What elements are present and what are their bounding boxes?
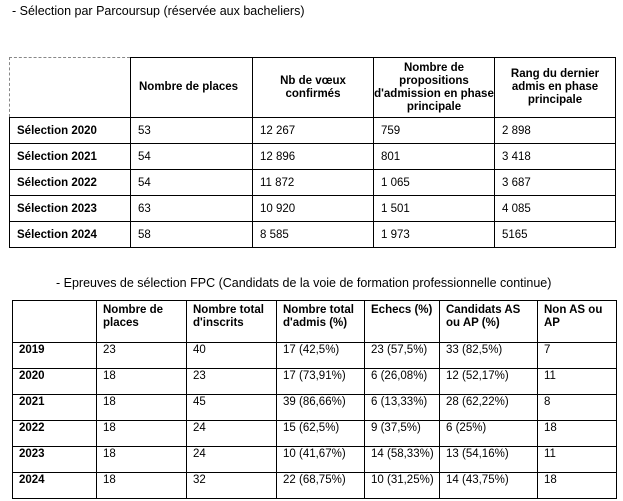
cell: 18	[97, 473, 187, 499]
cell: 6 (25%)	[440, 421, 538, 447]
table-row	[10, 118, 616, 144]
cell: 18	[97, 395, 187, 421]
cell: 40	[187, 343, 277, 369]
cell: 12 896	[253, 144, 374, 170]
cell: 801	[374, 144, 495, 170]
cell: 759	[374, 118, 495, 144]
header-admis: Nombre total d'admis (%)	[277, 301, 365, 343]
cell: 18	[538, 473, 617, 499]
row-label: 2024	[13, 473, 97, 499]
cell: 4 085	[495, 196, 616, 222]
table-header-row	[10, 58, 616, 118]
cell: 3 418	[495, 144, 616, 170]
cell: 54	[131, 144, 253, 170]
header-inscrits: Nombre total d'inscrits	[187, 301, 277, 343]
cell: 33 (82,5%)	[440, 343, 538, 369]
cell: 15 (62,5%)	[277, 421, 365, 447]
table-row	[10, 144, 616, 170]
fpc-table	[12, 300, 617, 499]
cell: 24	[187, 447, 277, 473]
cell: 23	[97, 343, 187, 369]
table-row	[13, 343, 617, 369]
cell: 7	[538, 343, 617, 369]
cell: 18	[97, 421, 187, 447]
cell: 10 (41,67%)	[277, 447, 365, 473]
cell: 9 (37,5%)	[365, 421, 440, 447]
cell: 18	[97, 447, 187, 473]
cell: 45	[187, 395, 277, 421]
cell: 11	[538, 369, 617, 395]
header-places: Nombre de places	[131, 58, 253, 118]
header-non-as-ap: Non AS ou AP	[538, 301, 617, 343]
cell: 53	[131, 118, 253, 144]
cell: 11	[538, 447, 617, 473]
row-label: Sélection 2024	[10, 222, 131, 248]
header-places: Nombre de places	[97, 301, 187, 343]
header-echecs: Echecs (%)	[365, 301, 440, 343]
cell: 28 (62,22%)	[440, 395, 538, 421]
cell: 23 (57,5%)	[365, 343, 440, 369]
table-header-row	[13, 301, 617, 343]
cell: 54	[131, 170, 253, 196]
cell: 17 (42,5%)	[277, 343, 365, 369]
cell: 22 (68,75%)	[277, 473, 365, 499]
corner-cell	[13, 301, 97, 343]
cell: 23	[187, 369, 277, 395]
cell: 1 501	[374, 196, 495, 222]
cell: 14 (58,33%)	[365, 447, 440, 473]
cell: 12 (52,17%)	[440, 369, 538, 395]
cell: 1 065	[374, 170, 495, 196]
cell: 3 687	[495, 170, 616, 196]
cell: 18	[97, 369, 187, 395]
cell: 13 (54,16%)	[440, 447, 538, 473]
cell: 14 (43,75%)	[440, 473, 538, 499]
table-row	[13, 395, 617, 421]
cell: 10 920	[253, 196, 374, 222]
cell: 24	[187, 421, 277, 447]
cell: 58	[131, 222, 253, 248]
fpc-heading: - Epreuves de sélection FPC (Candidats de la voie de formation professionnelle continue)	[56, 276, 552, 290]
row-label: Sélection 2021	[10, 144, 131, 170]
cell: 6 (13,33%)	[365, 395, 440, 421]
cell: 6 (26,08%)	[365, 369, 440, 395]
cell: 1 973	[374, 222, 495, 248]
header-voeux: Nb de vœux confirmés	[253, 58, 374, 118]
row-label: 2022	[13, 421, 97, 447]
header-rang: Rang du dernier admis en phase principale	[495, 58, 616, 118]
row-label: 2019	[13, 343, 97, 369]
table-row	[10, 222, 616, 248]
cell: 12 267	[253, 118, 374, 144]
cell: 32	[187, 473, 277, 499]
row-label: Sélection 2023	[10, 196, 131, 222]
cell: 11 872	[253, 170, 374, 196]
cell: 18	[538, 421, 617, 447]
cell: 17 (73,91%)	[277, 369, 365, 395]
parcoursup-table	[9, 57, 616, 248]
table-row	[13, 421, 617, 447]
table-row	[10, 196, 616, 222]
header-as-ap: Candidats AS ou AP (%)	[440, 301, 538, 343]
corner-cell	[10, 58, 131, 118]
table-row	[13, 447, 617, 473]
table-row	[13, 369, 617, 395]
row-label: Sélection 2022	[10, 170, 131, 196]
table-row	[10, 170, 616, 196]
cell: 5165	[495, 222, 616, 248]
cell: 2 898	[495, 118, 616, 144]
cell: 10 (31,25%)	[365, 473, 440, 499]
cell: 63	[131, 196, 253, 222]
cell: 39 (86,66%)	[277, 395, 365, 421]
row-label: 2023	[13, 447, 97, 473]
table-row	[13, 473, 617, 499]
cell: 8	[538, 395, 617, 421]
cell: 8 585	[253, 222, 374, 248]
row-label: 2021	[13, 395, 97, 421]
parcoursup-heading: - Sélection par Parcoursup (réservée aux bacheliers)	[12, 4, 305, 18]
header-propositions: Nombre de propositions d'admission en phase principale	[374, 58, 495, 118]
row-label: 2020	[13, 369, 97, 395]
row-label: Sélection 2020	[10, 118, 131, 144]
